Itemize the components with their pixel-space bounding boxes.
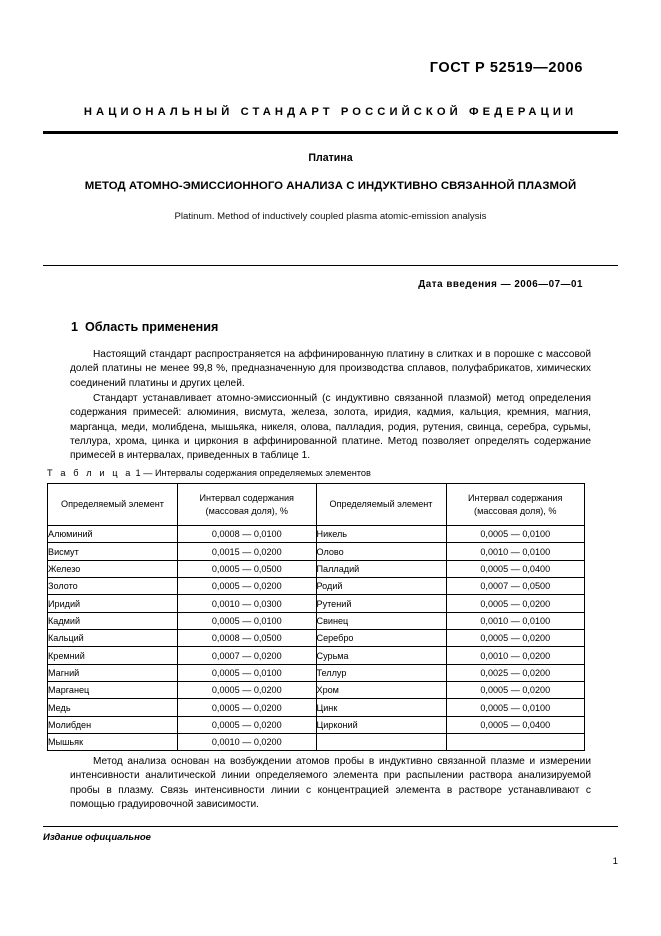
table-row <box>48 664 585 681</box>
table-caption <box>47 468 371 478</box>
cell-range-left: 0,0010 — 0,0300 <box>178 595 317 612</box>
table-row <box>48 543 585 560</box>
column-header-line-2: (массовая доля), % <box>474 505 557 516</box>
cell-element-right: Палладий <box>316 560 446 577</box>
cell-element-left: Магний <box>48 664 178 681</box>
cell-range-right: 0,0010 — 0,0200 <box>446 647 585 664</box>
cell-range-right: 0,0010 — 0,0100 <box>446 612 585 629</box>
cell-element-right: Серебро <box>316 630 446 647</box>
cell-range-left: 0,0005 — 0,0200 <box>178 578 317 595</box>
table-caption-text: — Интервалы содержания определяемых элементов <box>143 468 371 478</box>
cell-range-left: 0,0015 — 0,0200 <box>178 543 317 560</box>
cell-range-left: 0,0005 — 0,0200 <box>178 716 317 733</box>
column-header-line-1: Определяемый элемент <box>61 499 164 510</box>
section-title: Область применения <box>85 320 219 334</box>
table-body <box>48 526 585 751</box>
table-row <box>48 595 585 612</box>
paragraph-method-principle: Метод анализа основан на возбуждении атомов пробы в индуктивно связанной плазме и измерении интенсивности аналитической линии определяемого элемента при распылении раствора анализируемой пробы в плазму. Связь интенсивности линии с концентрацией элемента в растворе устанавливают с помощью градуировочной зависимости. <box>70 756 591 811</box>
cell-element-right: Цинк <box>316 699 446 716</box>
cell-range-left: 0,0010 — 0,0200 <box>178 734 317 751</box>
cell-element-left: Кальций <box>48 630 178 647</box>
column-header-line-1: Интервал содержания <box>468 493 563 504</box>
table-row <box>48 682 585 699</box>
table-row <box>48 560 585 577</box>
cell-element-left: Алюминий <box>48 526 178 543</box>
cell-element-left: Висмут <box>48 543 178 560</box>
paragraph-scope-2: Стандарт устанавливает атомно-эмиссионный (с индуктивно связанной плазмой) метод определения содержания примесей: алюминия, висмута, железа, золота, иридия, кадмия, кальция, кремния, магния, марганца, меди, молибдена, мышьяка, никеля, олова, палладия, родия, рутения, свинца, серебра, сурьмы, теллура, хрома, цинка и циркония в аффинированной платине. Метод позволяет определять содержание примесей в интервалах, приведенных в таблице 1. <box>70 393 591 462</box>
cell-element-left: Иридий <box>48 595 178 612</box>
paragraph-scope-1: Настоящий стандарт распространяется на аффинированную платину в слитках и в порошке с массовой долей платины не менее 99,8 %, предназначенную для производства сплавов, полуфабрикатов, химических соединений платины и других целей. <box>70 349 591 389</box>
cell-element-right: Теллур <box>316 664 446 681</box>
column-header-line-1: Определяемый элемент <box>329 499 433 510</box>
standard-number: ГОСТ Р 52519—2006 <box>429 60 583 76</box>
title-rule <box>43 265 618 266</box>
cell-element-right: Свинец <box>316 612 446 629</box>
cell-range-left: 0,0005 — 0,0200 <box>178 699 317 716</box>
table-row <box>48 699 585 716</box>
introduction-date: Дата введения — 2006—07—01 <box>418 279 583 290</box>
column-header-element-left <box>48 484 178 526</box>
table-row <box>48 630 585 647</box>
table-row <box>48 578 585 595</box>
cell-range-left: 0,0007 — 0,0200 <box>178 647 317 664</box>
cell-element-left: Марганец <box>48 682 178 699</box>
section-heading <box>71 320 218 334</box>
column-header-range-left <box>178 484 317 526</box>
cell-element-right: Цирконий <box>316 716 446 733</box>
cell-element-right: Сурьма <box>316 647 446 664</box>
cell-element-left: Железо <box>48 560 178 577</box>
column-header-range-right <box>446 484 585 526</box>
cell-element-left: Кадмий <box>48 612 178 629</box>
cell-range-right: 0,0025 — 0,0200 <box>446 664 585 681</box>
cell-range-right: 0,0005 — 0,0200 <box>446 630 585 647</box>
cell-range-left: 0,0005 — 0,0100 <box>178 612 317 629</box>
cell-range-right-empty <box>446 734 585 751</box>
section-number: 1 <box>71 320 79 334</box>
main-title: МЕТОД АТОМНО-ЭМИССИОННОГО АНАЛИЗА С ИНДУКТИВНО СВЯЗАННОЙ ПЛАЗМОЙ <box>84 180 577 192</box>
page-number: 1 <box>612 856 618 867</box>
table-row <box>48 526 585 543</box>
cell-element-right-empty <box>316 734 446 751</box>
cell-element-right: Родий <box>316 578 446 595</box>
english-title: Platinum. Method of inductively coupled plasma atomic-emission analysis <box>174 211 487 222</box>
cell-element-right: Рутений <box>316 595 446 612</box>
table-row <box>48 647 585 664</box>
cell-range-right: 0,0005 — 0,0400 <box>446 560 585 577</box>
national-standard-line: НАЦИОНАЛЬНЫЙ СТАНДАРТ РОССИЙСКОЙ ФЕДЕРАЦИИ <box>83 106 578 118</box>
short-title: Платина <box>308 152 353 164</box>
cell-element-left: Золото <box>48 578 178 595</box>
footer-rule <box>43 826 618 827</box>
cell-range-right: 0,0005 — 0,0200 <box>446 595 585 612</box>
cell-element-left: Кремний <box>48 647 178 664</box>
cell-range-left: 0,0005 — 0,0500 <box>178 560 317 577</box>
cell-range-right: 0,0010 — 0,0100 <box>446 543 585 560</box>
column-header-line-2: (массовая доля), % <box>205 505 288 516</box>
table-row <box>48 716 585 733</box>
cell-element-left: Мышьяк <box>48 734 178 751</box>
table-caption-label: Т а б л и ц а <box>47 468 133 478</box>
cell-range-left: 0,0008 — 0,0500 <box>178 630 317 647</box>
cell-range-right: 0,0005 — 0,0200 <box>446 682 585 699</box>
cell-range-right: 0,0007 — 0,0500 <box>446 578 585 595</box>
column-header-element-right <box>316 484 446 526</box>
cell-element-left: Молибден <box>48 716 178 733</box>
cell-element-left: Медь <box>48 699 178 716</box>
official-edition-note: Издание официальное <box>43 832 151 843</box>
cell-range-right: 0,0005 — 0,0400 <box>446 716 585 733</box>
cell-range-left: 0,0005 — 0,0100 <box>178 664 317 681</box>
cell-element-right: Хром <box>316 682 446 699</box>
element-ranges-table <box>47 483 585 751</box>
cell-range-left: 0,0008 — 0,0100 <box>178 526 317 543</box>
table-row <box>48 734 585 751</box>
table-caption-number: 1 <box>135 468 141 478</box>
cell-element-right: Никель <box>316 526 446 543</box>
column-header-line-1: Интервал содержания <box>199 493 294 504</box>
cell-range-left: 0,0005 — 0,0200 <box>178 682 317 699</box>
header-rule <box>43 131 618 134</box>
cell-element-right: Олово <box>316 543 446 560</box>
cell-range-right: 0,0005 — 0,0100 <box>446 699 585 716</box>
table-row <box>48 612 585 629</box>
table-header-row <box>48 484 585 526</box>
cell-range-right: 0,0005 — 0,0100 <box>446 526 585 543</box>
